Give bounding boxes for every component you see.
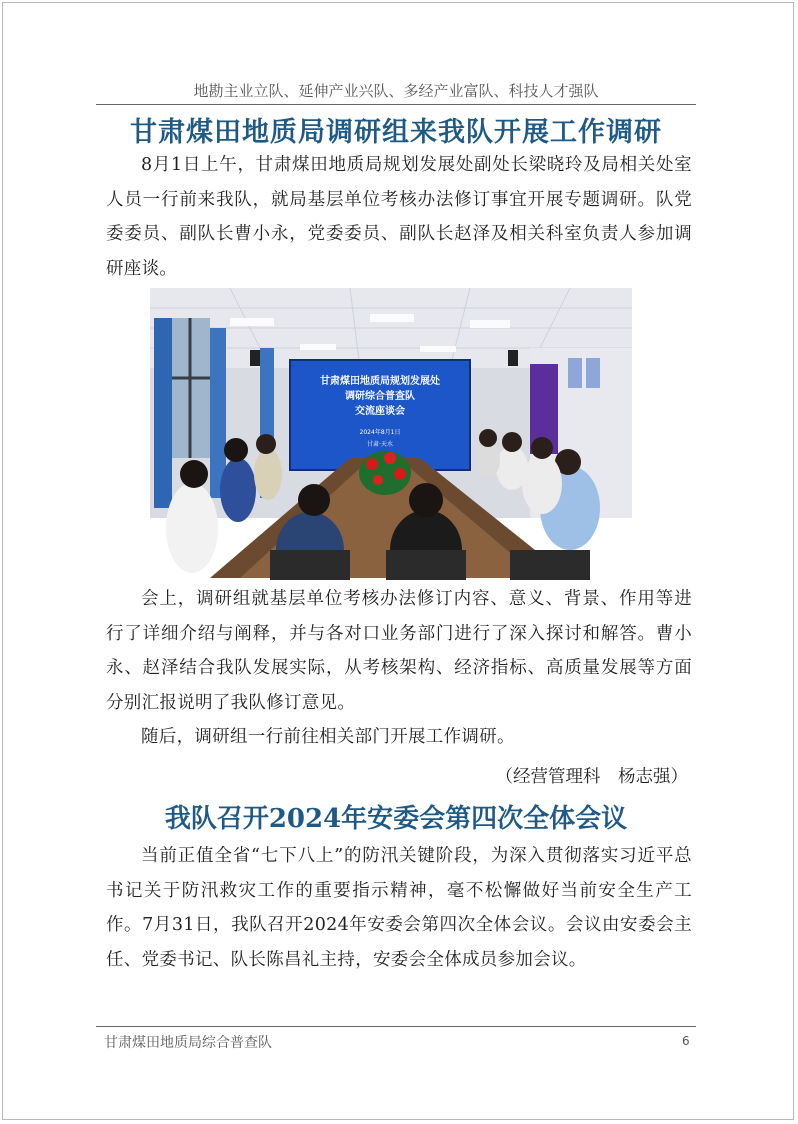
header-divider — [96, 104, 696, 105]
meeting-photo — [150, 288, 632, 580]
article1-signature: （经营管理科 杨志强） — [495, 767, 688, 787]
screen-place: 甘肃·天水 — [367, 441, 393, 448]
screen-line-3: 交流座谈会 — [355, 406, 405, 417]
screen-line-2: 调研综合普查队 — [345, 391, 415, 402]
footer-organization: 甘肃煤田地质局综合普查队 — [104, 1035, 272, 1051]
page-number: 6 — [682, 1034, 690, 1048]
screen-date: 2024年8月1日 — [359, 429, 401, 436]
footer-divider — [96, 1026, 696, 1027]
screen-line-1: 甘肃煤田地质局规划发展处 — [320, 376, 440, 387]
article1-paragraph-3: 随后，调研组一行前往相关部门开展工作调研。 — [141, 727, 515, 747]
article1-title: 甘肃煤田地质局调研组来我队开展工作调研 — [130, 117, 662, 148]
article1-paragraph-2: 会上，调研组就基层单位考核办法修订内容、意义、背景、作用等进行了详细介绍与阐释，并与各对口业务部门进行了深入探讨和解答。曹小永、赵泽结合我队发展实际，从考核架构、经济指标、高质量发展等方面分别汇报说明了我队修订意见。 — [106, 589, 692, 713]
article2-paragraph-1: 当前正值全省“七下八上”的防汛关键阶段，为深入贯彻落实习近平总书记关于防汛救灾工作的重要指示精神，毫不松懈做好当前安全生产工作。7月31日，我队召开2024年安委会第四次全体会议。会议由安委会主任、党委书记、队长陈昌礼主持，安委会全体成员参加会议。 — [106, 846, 692, 970]
article1-paragraph-1: 8月1日上午，甘肃煤田地质局规划发展处副处长梁晓玲及局相关处室人员一行前来我队，就局基层单位考核办法修订事宜开展专题调研。队党委委员、副队长曹小永，党委委员、副队长赵泽及相关科室负责人参加调研座谈。 — [106, 155, 692, 279]
page-header-slogan: 地勘主业立队、延伸产业兴队、多经产业富队、科技人才强队 — [193, 82, 599, 100]
article2-title: 我队召开2024年安委会第四次全体会议 — [164, 804, 628, 834]
